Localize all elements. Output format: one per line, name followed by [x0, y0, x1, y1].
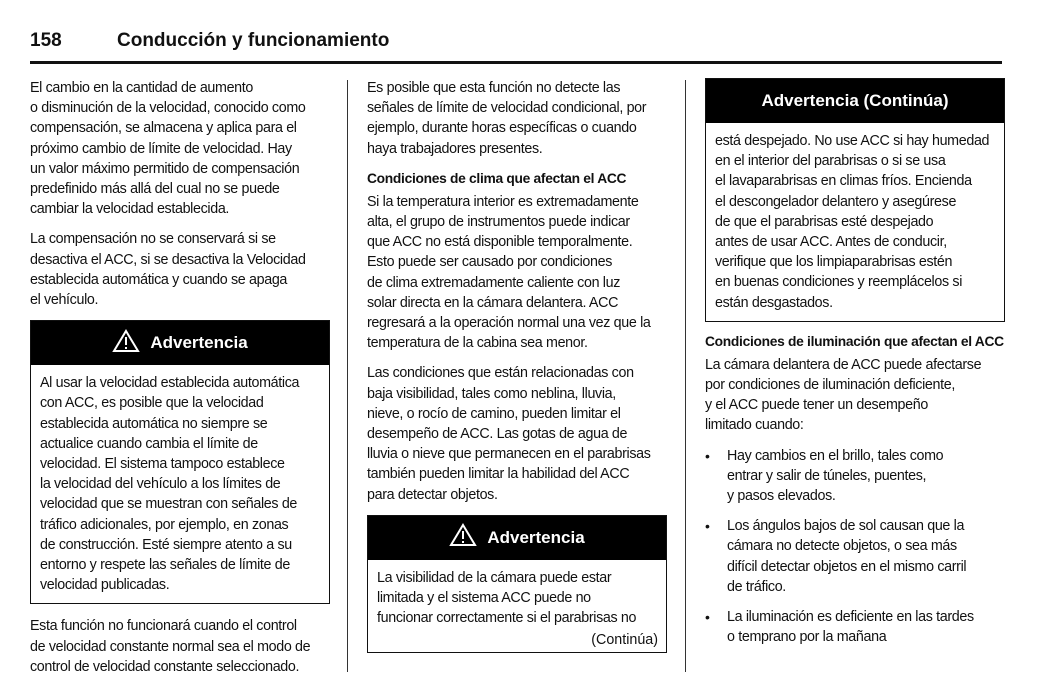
column-3	[705, 78, 1005, 657]
text-line: La cámara delantera de ACC puede afectarse	[705, 356, 982, 373]
warning-title: Advertencia	[487, 527, 585, 547]
text-line: predefinido más allá del cual no se puede	[30, 181, 280, 198]
text-line: Esto puede ser causado por condiciones	[367, 254, 613, 271]
text-line: limitada y el sistema ACC puede no	[377, 590, 591, 607]
text-line: también pueden limitar la habilidad del ACC	[367, 466, 630, 483]
text-line: alta, el grupo de instrumentos puede indicar	[367, 214, 630, 231]
paragraph	[30, 616, 330, 677]
text-line: en buenas condiciones y reemplácelos si	[715, 274, 963, 291]
text-line: velocidad. El sistema tampoco establece	[40, 456, 285, 473]
paragraph	[367, 363, 667, 504]
text-line: nieve, o rocío de camino, pueden limitar el	[367, 405, 621, 422]
column-1	[30, 78, 330, 687]
text-line: cámara no detecte objetos, o sea más	[727, 538, 957, 555]
warning-box	[705, 78, 1005, 322]
subheading: Condiciones de clima que afectan el ACC	[367, 170, 627, 186]
text-line: un valor máximo permitido de compensación	[30, 160, 300, 177]
text-line: entrar y salir de túneles, puentes,	[727, 467, 927, 484]
text-line: Es posible que esta función no detecte las	[367, 80, 621, 96]
text-line: entorno y respete las señales de límite de	[40, 557, 290, 574]
text-line: establecida automática no siempre se	[40, 415, 268, 432]
text-line: desempeño de ACC. Las gotas de agua de	[367, 426, 628, 443]
text-line: control de velocidad constante seleccionado.	[30, 658, 300, 675]
text-line: que ACC no está disponible temporalmente.	[367, 234, 633, 251]
bullet-icon: •	[705, 518, 710, 535]
text-line: lluvia o nieve que permanecen en el parabrisas	[367, 446, 651, 463]
text-line: Esta función no funcionará cuando el control	[30, 618, 297, 635]
text-line: de construcción. Esté siempre atento a su	[40, 536, 292, 553]
text-line: Al usar la velocidad establecida automática	[40, 375, 300, 392]
paragraph	[367, 192, 667, 354]
text-line: difícil detectar objetos en el mismo carril	[727, 558, 967, 575]
text-line: velocidad publicadas.	[40, 577, 170, 594]
section-title: Conducción y funcionamiento	[117, 30, 390, 51]
page-number: 158	[30, 30, 62, 51]
text-line: Hay cambios en el brillo, tales como	[727, 447, 944, 464]
text-line: regresará a la operación normal una vez que la	[367, 315, 651, 332]
text-line: limitado cuando:	[705, 417, 804, 434]
text-line: próximo cambio de límite de velocidad. Hay	[30, 140, 292, 157]
bullet-text	[727, 446, 943, 507]
text-line: están desgastados.	[715, 294, 833, 311]
column-2	[367, 78, 667, 665]
text-line: actualice cuando cambia el límite de	[40, 435, 258, 452]
text-line: para detectar objetos.	[367, 486, 498, 503]
continued-label: (Continúa)	[591, 632, 658, 649]
text-line: La iluminación es deficiente en las tardes	[727, 609, 974, 626]
text-line: desactiva el ACC, si se desactiva la Velocidad	[30, 251, 306, 268]
bullet-item	[705, 607, 1005, 647]
text-line: en el interior del parabrisas o si se usa	[715, 153, 946, 170]
column-divider	[685, 80, 686, 672]
column-divider	[347, 80, 348, 672]
text-line: La compensación no se conservará si se	[30, 231, 276, 248]
text-line: señales de límite de velocidad condicional, por	[367, 100, 647, 117]
paragraph	[30, 78, 330, 219]
warning-box	[367, 515, 667, 654]
text-line: de tráfico.	[727, 578, 786, 595]
text-line: el descongelador delantero y asegúrese	[715, 193, 957, 210]
warning-header	[31, 321, 329, 365]
text-line: establecida automática y cuando se apaga	[30, 271, 288, 288]
text-line: velocidad que se muestran con señales de	[40, 496, 298, 513]
text-line: ejemplo, durante horas específicas o cuando	[367, 120, 637, 137]
text-line: la velocidad del vehículo a los límites de	[40, 476, 281, 493]
subheading: Condiciones de iluminación que afectan el ACC	[705, 333, 1004, 349]
warning-header	[706, 79, 1004, 123]
text-line: tráfico adicionales, por ejemplo, en zonas	[40, 516, 289, 533]
warning-text	[40, 373, 320, 595]
warning-text	[715, 131, 995, 313]
text-line: con ACC, es posible que la velocidad	[40, 395, 264, 412]
bullet-icon: •	[705, 447, 710, 464]
warning-box	[30, 320, 330, 604]
paragraph	[705, 355, 1005, 436]
warning-header	[368, 516, 666, 560]
text-line: compensación, se almacena y aplica para el	[30, 120, 297, 137]
bullet-text	[727, 607, 974, 647]
text-line: El cambio en la cantidad de aumento	[30, 80, 254, 96]
warning-title: Advertencia (Continúa)	[761, 91, 949, 110]
text-line: baja visibilidad, tales como neblina, lluvia,	[367, 385, 616, 402]
bullet-icon: •	[705, 609, 710, 626]
text-line: verifique que los limpiaparabrisas estén	[715, 254, 953, 271]
paragraph	[367, 78, 667, 159]
bullet-item	[705, 446, 1005, 507]
warning-text	[377, 568, 657, 629]
text-line: y pasos elevados.	[727, 488, 836, 505]
text-line: Los ángulos bajos de sol causan que la	[727, 518, 965, 535]
text-line: funcionar correctamente si el parabrisas no	[377, 610, 637, 627]
text-line: solar directa en la cámara delantera. ACC	[367, 294, 619, 311]
text-line: o disminución de la velocidad, conocido como	[30, 100, 306, 117]
text-line: o temprano por la mañana	[727, 629, 887, 646]
text-line: cambiar la velocidad establecida.	[30, 201, 230, 218]
bullet-item	[705, 516, 1005, 597]
text-line: y el ACC puede tener un desempeño	[705, 397, 928, 414]
text-line: el lavaparabrisas en climas fríos. Encienda	[715, 173, 972, 190]
text-line: La visibilidad de la cámara puede estar	[377, 569, 612, 586]
bullet-text	[727, 516, 966, 597]
bullet-list	[705, 446, 1005, 648]
text-line: temperatura de la cabina sea menor.	[367, 335, 588, 352]
text-line: antes de usar ACC. Antes de conducir,	[715, 234, 947, 251]
text-line: de clima extremadamente caliente con luz	[367, 274, 621, 291]
text-line: de velocidad constante normal sea el modo de	[30, 638, 311, 655]
warning-triangle-icon	[112, 329, 140, 358]
text-line: el vehículo.	[30, 292, 99, 309]
header-rule	[30, 61, 1002, 64]
text-line: está despejado. No use ACC si hay humedad	[715, 133, 990, 149]
text-line: por condiciones de iluminación deficiente,	[705, 377, 955, 394]
warning-triangle-icon	[449, 523, 477, 552]
text-line: Si la temperatura interior es extremadamente	[367, 193, 639, 210]
warning-title: Advertencia	[150, 333, 248, 353]
text-line: Las condiciones que están relacionadas con	[367, 365, 634, 382]
text-line: de que el parabrisas esté despejado	[715, 213, 934, 230]
paragraph	[30, 229, 330, 310]
text-line: haya trabajadores presentes.	[367, 140, 543, 157]
